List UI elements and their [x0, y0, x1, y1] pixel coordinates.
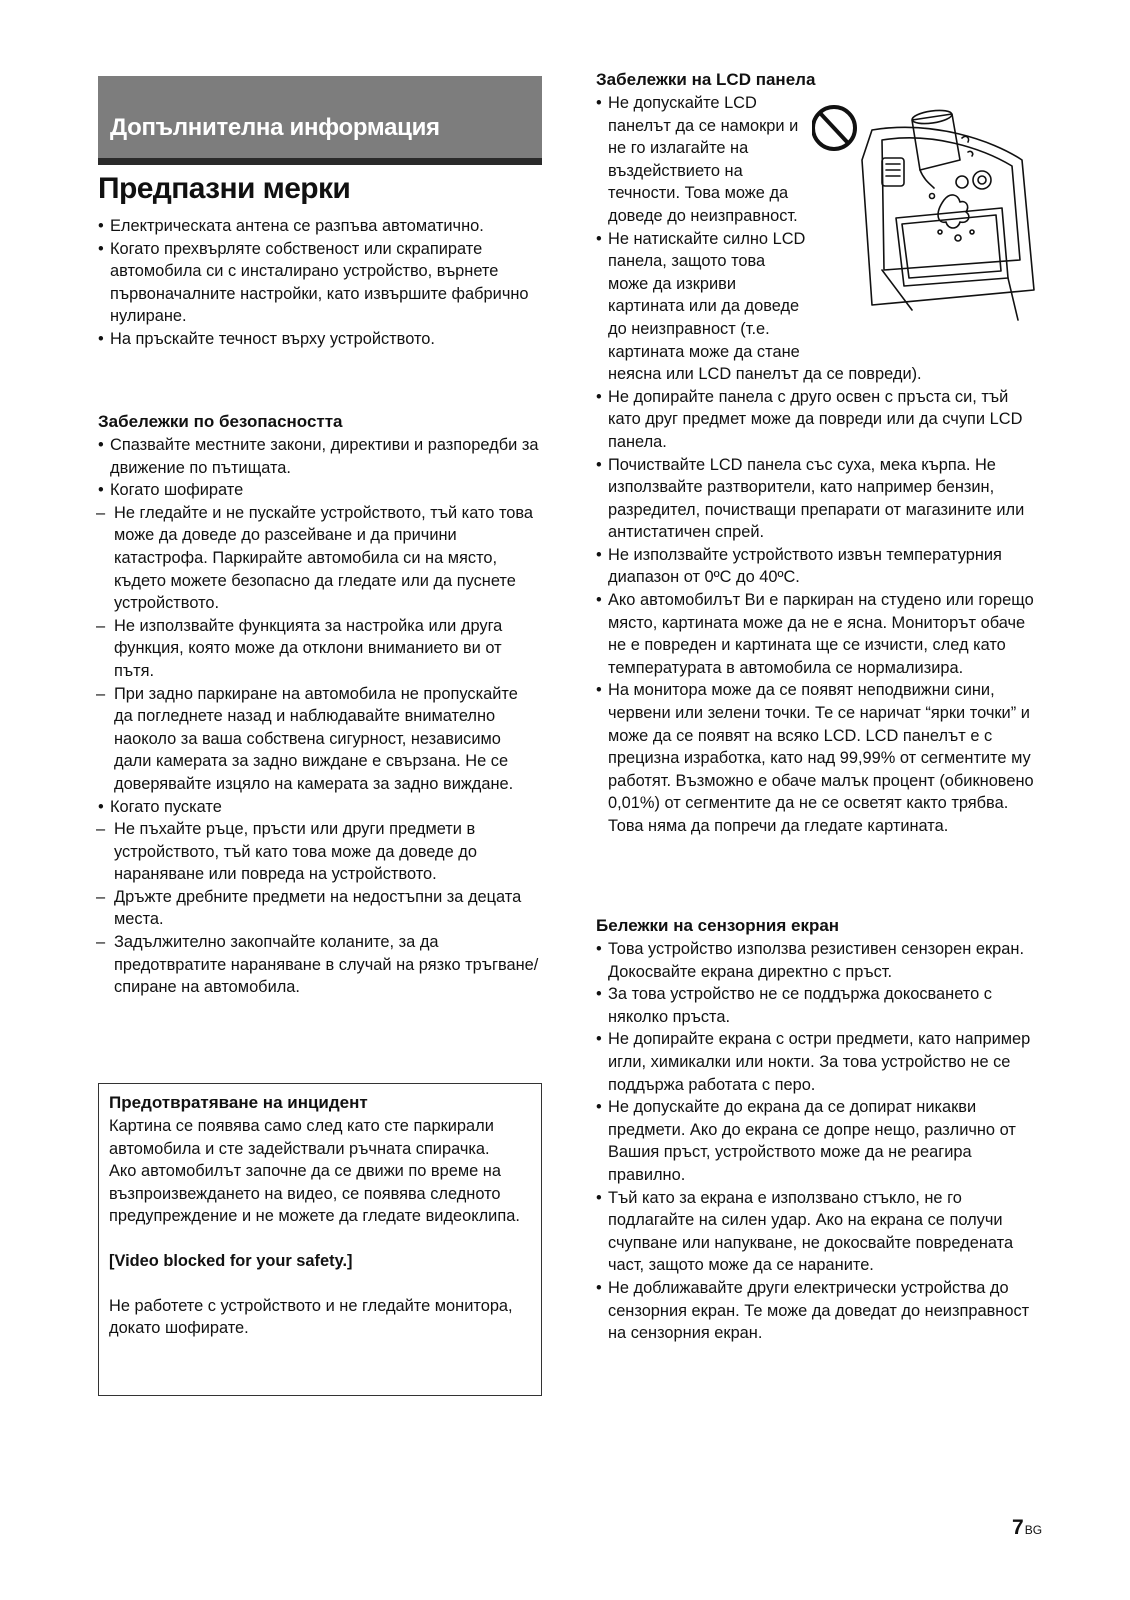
starting-label: Когато пускате — [110, 797, 222, 816]
lcd-notes-section — [596, 68, 1036, 838]
starting-subitem: – Задължително закопчайте коланите, за да предотвратите нараняване в случай на рязко тръгване/спиране на автомобила. — [86, 931, 540, 999]
intro-item: • Електрическата антена се разпъва автоматично. — [98, 215, 540, 238]
incident-paragraph: Ако автомобилът започне да се движи по време на възпроизвеждането на видео, се появява следното предупреждение и не можете да гледате видеоклипа. — [109, 1162, 520, 1226]
safety-section — [98, 410, 540, 999]
lcd-item: • Не допускайте LCD панелът да се намокри и не го излагайте на въздействието на течности. Това може да доведе до неизправност. — [596, 92, 1036, 228]
starting-subitem: – Не пъхайте ръце, пръсти или други предмети в устройството, тъй като това може да доведе до нараняване или повреда на устройството. — [86, 818, 540, 886]
section-title: Допълнителна информация — [110, 114, 440, 141]
lcd-item: • Не натискайте силно LCD панела, защото това може да изкриви картината или да доведе до неизправност (т.е. картината може да стане неясна или LCD панелът да се повреди). — [596, 228, 1036, 386]
driving-sublist — [86, 502, 540, 796]
page-number — [1012, 1516, 1042, 1540]
intro-item: • На пръскайте течност върху устройството. — [98, 328, 540, 351]
touch-notes-section — [596, 914, 1036, 1345]
safety-list — [98, 434, 540, 502]
touch-heading: Бележки на сензорния екран — [596, 916, 840, 935]
lcd-heading: Забележки на LCD панела — [596, 70, 816, 89]
driving-subitem: – Не гледайте и не пускайте устройството, тъй като това може да доведе до разсейване и да причини катастрофа. Паркирайте автомобила си на място, където можете безопасно да гледате или да пуснете устройството. — [86, 502, 540, 615]
incident-paragraph: Картина се появява само след като сте паркирали автомобила и сте задействали ръчната спирачка. — [109, 1117, 494, 1158]
touch-item: • Това устройство използва резистивен сензорен екран. Докосвайте екрана директно с пръст. — [596, 938, 1036, 983]
lcd-item: • На монитора може да се появят неподвижни сини, червени или зелени точки. Те се наричат “ярки точки” и може да се появят на всяко LCD. LCD панелът е с прецизна изработка, като над 99,99% от сегментите му работят. Възможно е обаче малък процент (обикновено 0,01%) от сегментите да не се осветят както трябва. Това няма да попречи да гледате картината. — [596, 679, 1036, 837]
section-header-bar — [98, 76, 542, 165]
touch-list — [596, 938, 1036, 1345]
driving-label: Когато шофирате — [110, 481, 244, 500]
lcd-item: • Не използвайте устройството извън температурния диапазон от 0ºC до 40ºC. — [596, 544, 1036, 589]
incident-warning-message: [Video blocked for your safety.] — [109, 1251, 353, 1270]
page-title: Предпазни мерки — [98, 172, 351, 205]
incident-paragraph: Не работете с устройството и не гледайте монитора, докато шофирате. — [109, 1296, 513, 1338]
page-number-suffix: BG — [1024, 1523, 1043, 1537]
intro-list — [98, 215, 540, 351]
touch-item: • Тъй като за екрана е използвано стъкло, не го подлагайте на силен удар. Ако на екрана се получи счупване или напукване, не докосвайте повредената част, защото може да се нараните. — [596, 1187, 1036, 1277]
starting-sublist — [86, 818, 540, 999]
driving-subitem: – При задно паркиране на автомобила не пропускайте да погледнете назад и наблюдавайте внимателно наоколо за ваша собствена сигурност, независимо дали камерата за задно виждане е свързана. Не се доверявайте изцяло на камерата за задно виждане. — [86, 683, 540, 796]
incident-heading: Предотвратяване на инцидент — [109, 1093, 368, 1112]
touch-item: • Не допускайте до екрана да се допират никакви предмети. Ако до екрана се допре нещо, различно от Вашия пръст, устройството може да не реагира правилно. — [596, 1096, 1036, 1186]
lcd-item: • Ако автомобилът Ви е паркиран на студено или горещо място, картината може да не е ясна. Мониторът обаче не е повреден и картината ще се изчисти, след като температурата в автомобила се нормализира. — [596, 589, 1036, 679]
safety-item: • Спазвайте местните закони, директиви и разпоредби за движение по пътищата. — [98, 434, 540, 479]
safety-item-starting — [98, 796, 540, 819]
lcd-item: • Почиствайте LCD панела със суха, мека кърпа. Не използвайте разтворители, като например бензин, разредител, почистващи препарати от магазините или антистатичен спрей. — [596, 454, 1036, 544]
intro-item: • Когато прехвърляте собственост или скрапирате автомобила си с инсталирано устройство, върнете първоначалните настройки, като извършите фабрично нулиране. — [98, 238, 540, 328]
intro-list-block — [98, 215, 540, 351]
lcd-list — [596, 92, 1036, 838]
touch-item: • Не допирайте екрана с остри предмети, като например игли, химикалки или нокти. За това устройство не се поддържа работата с перо. — [596, 1028, 1036, 1096]
page-number-value: 7 — [1012, 1516, 1024, 1539]
safety-heading: Забележки по безопасността — [98, 412, 343, 431]
touch-item: • Не доближавайте други електрически устройства до сензорния екран. Те може да доведат до неизправност на сензорния екран. — [596, 1277, 1036, 1345]
lcd-item: • Не допирайте панела с друго освен с пръста си, тъй като друг предмет може да повреди или да счупи LCD панела. — [596, 386, 1036, 454]
incident-notice-box — [98, 1083, 542, 1396]
safety-list-2 — [98, 796, 540, 819]
starting-subitem: – Дръжте дребните предмети на недостъпни за децата места. — [86, 886, 540, 931]
safety-item-driving — [98, 479, 540, 502]
touch-item: • За това устройство не се поддържа докосването с няколко пръста. — [596, 983, 1036, 1028]
driving-subitem: – Не използвайте функцията за настройка или друга функция, която може да отклони вниманието ви от пътя. — [86, 615, 540, 683]
